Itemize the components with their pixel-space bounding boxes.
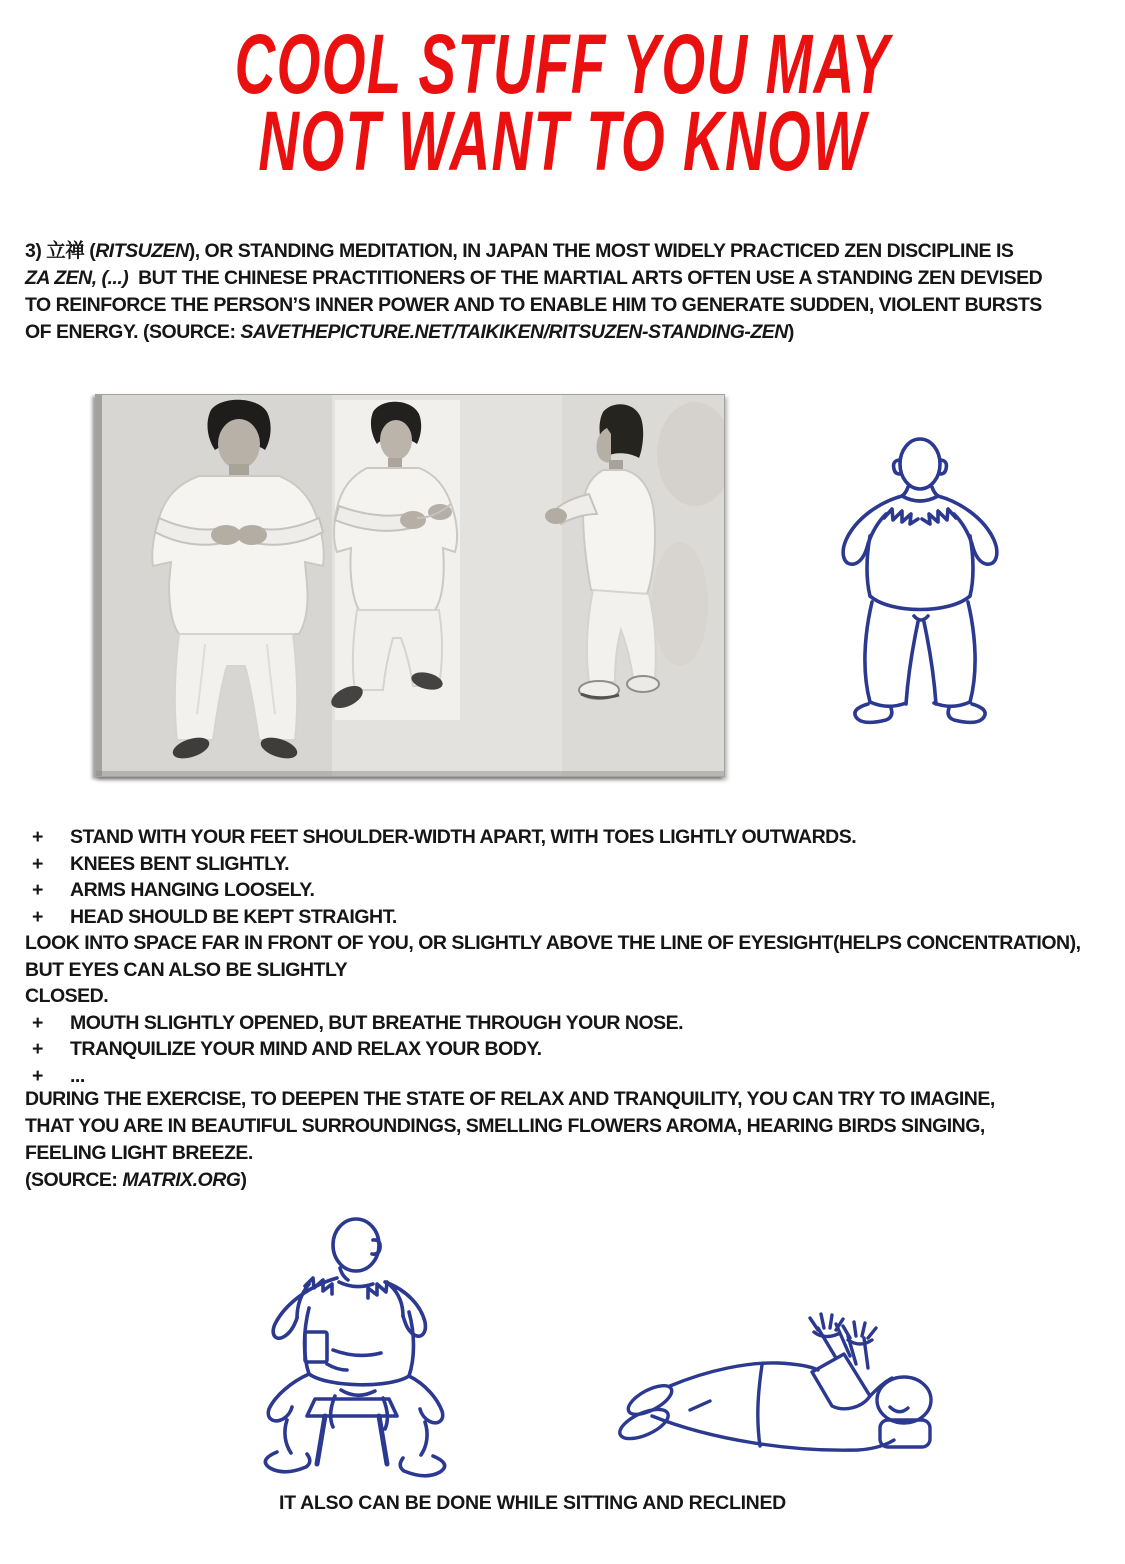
title-line-1: COOL STUFF YOU MAY — [234, 17, 891, 111]
intro-l1-post: ), OR STANDING MEDITATION, IN JAPAN THE MOST WIDELY PRACTICED ZEN DISCIPLINE IS — [188, 240, 1014, 262]
bullet-icon: + — [32, 826, 43, 848]
list-item-unbulleted: CLOSED. — [25, 985, 109, 1007]
page-title — [186, 17, 940, 188]
intro-l1-kanji: 立禅 — [46, 240, 85, 262]
intro-l2-italic: ZA ZEN, (...) — [25, 267, 129, 289]
bottom-caption: IT ALSO CAN BE DONE WHILE SITTING AND RECLINED — [279, 1492, 786, 1514]
intro-l1-italic: RITSUZEN — [95, 240, 189, 262]
bullet-icon: + — [32, 1038, 43, 1060]
list-item-text: STAND WITH YOUR FEET SHOULDER-WIDTH APART, WITH TOES LIGHTLY OUTWARDS. — [70, 826, 857, 848]
intro-l1-mid: ( — [84, 240, 96, 262]
standing-posture-drawing — [828, 424, 1020, 736]
outro-source-line — [25, 1167, 1110, 1194]
list-item-unbulleted: LOOK INTO SPACE FAR IN FRONT OF YOU, OR SLIGHTLY ABOVE THE LINE OF EYESIGHT(HELPS CONCENTRATION), BUT EYES CAN ALSO BE SLIGHTLY — [25, 932, 1081, 981]
outro-paragraph — [25, 1086, 1110, 1194]
reclined-posture-drawing — [612, 1312, 984, 1464]
ritsuzen-photo-strip — [95, 394, 725, 777]
intro-l1-pre: 3) — [25, 240, 47, 262]
list-item-text: TRANQUILIZE YOUR MIND AND RELAX YOUR BODY. — [70, 1038, 542, 1060]
list-item — [25, 1010, 1110, 1037]
intro-line-2 — [25, 265, 1110, 292]
intro-l2-post: BUT THE CHINESE PRACTITIONERS OF THE MARTIAL ARTS OFTEN USE A STANDING ZEN DEVISED — [128, 267, 1043, 289]
intro-line-1 — [25, 238, 1110, 265]
outro-source-post: ) — [240, 1169, 247, 1191]
bullet-icon: + — [32, 1064, 43, 1087]
bullet-icon: + — [32, 852, 43, 875]
outro-line-1: DURING THE EXERCISE, TO DEEPEN THE STATE OF RELAX AND TRANQUILITY, YOU CAN TRY TO IMAGINE, — [25, 1088, 995, 1110]
list-item-text: HEAD SHOULD BE KEPT STRAIGHT. — [70, 905, 397, 928]
intro-source-url: SAVETHEPICTURE.NET/TAIKIKEN/RITSUZEN-STANDING-ZEN — [240, 321, 788, 343]
list-item-text: KNEES BENT SLIGHTLY. — [70, 852, 289, 875]
list-item-text: MOUTH SLIGHTLY OPENED, BUT BREATHE THROUGH YOUR NOSE. — [70, 1011, 684, 1034]
list-item — [25, 877, 1110, 904]
list-item-text: ARMS HANGING LOOSELY. — [70, 879, 315, 901]
outro-source-url: MATRIX.ORG — [122, 1169, 241, 1191]
reclined-posture-image — [612, 1312, 984, 1464]
bullet-icon: + — [32, 905, 43, 928]
intro-l4-pre: OF ENERGY. (SOURCE: — [25, 321, 241, 343]
standing-posture-image — [828, 424, 1020, 736]
list-item-text: ... — [70, 1064, 85, 1087]
outro-source-pre: (SOURCE: — [25, 1169, 123, 1191]
title-line-2: NOT WANT TO KNOW — [258, 94, 867, 188]
list-item — [25, 904, 1110, 931]
intro-l4-post: ) — [787, 321, 794, 343]
outro-line-3: FEELING LIGHT BREEZE. — [25, 1142, 253, 1164]
outro-line-2: THAT YOU ARE IN BEAUTIFUL SURROUNDINGS, SMELLING FLOWERS AROMA, HEARING BIRDS SINGING, — [25, 1115, 985, 1137]
instruction-list — [25, 824, 1110, 1089]
bullet-icon: + — [32, 879, 43, 901]
bullet-icon: + — [32, 1011, 43, 1034]
ritsuzen-photos-image — [95, 394, 725, 777]
sitting-posture-drawing — [245, 1212, 575, 1497]
intro-line-4 — [25, 319, 1110, 346]
list-item — [25, 1036, 1110, 1063]
intro-paragraph — [25, 238, 1110, 346]
sitting-posture-image — [245, 1212, 575, 1497]
list-item — [25, 851, 1110, 878]
intro-line-3: TO REINFORCE THE PERSON’S INNER POWER AND TO ENABLE HIM TO GENERATE SUDDEN, VIOLENT BURSTS — [25, 294, 1042, 316]
list-item — [25, 824, 1110, 851]
